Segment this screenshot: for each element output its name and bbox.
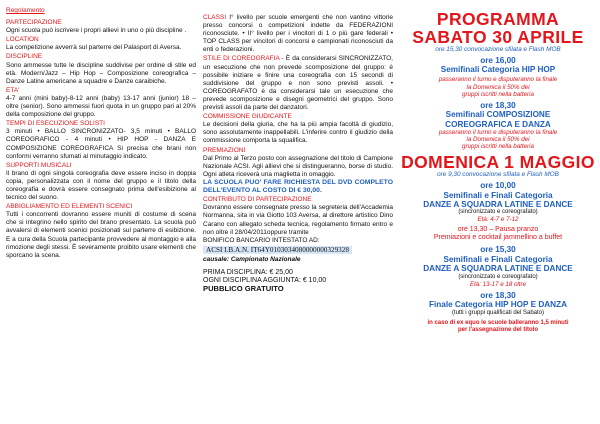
stile-text: - È da considerarsi SINCRONIZZATO, un esecuzione che non prevede scomposizione del gruppo: è possibile iniziare e finire una coreografia con 15 secondi di suddivisione del gruppo e non sono previsti assoli. • COREOGRAFATO è da considerarsi tale un esecuzione che prevede scomposizione e disegni geometrici del gruppo. Sono previsti assoli da parte dei danzatori. — [203, 55, 393, 112]
bonifico-text: BONIFICO BANCARIO INTESTATO AD: — [203, 236, 320, 244]
premiazioni-cocktail: Premiazioni e cocktail jammellino a buffet — [433, 234, 563, 242]
event-danze-squadra: DANZE A SQUADRA LATINE E DANCE — [423, 264, 573, 274]
premiazioni-text: Dal Primo al Terzo posto con assegnazione del titolo di Campione Nazionale ACSI. Agli allievi che si distingueranno, borse di studio. Ogni atleta riceverà una maglietta in omaggio. — [203, 154, 393, 178]
abbigliamento-heading: ABBIGLIAMENTO ED ELEMENTI SCENICI — [6, 203, 133, 211]
age-line: Età: 13-17 e 18 oltre — [469, 280, 527, 288]
dvd-text: LA SCUOLA PUO' FARE RICHIESTA DEL DVD COMPLETO DELL'EVENTO AL COSTO DI € 30,00. — [203, 178, 393, 195]
event-danze-squadra: DANZE A SQUADRA LATINE E DANCE — [423, 199, 573, 209]
tempi-text: 3 minuti • BALLO SINCRONIZZATO- 3,5 minuti • BALLO COREOGRAFICO - 4 minuti • HIP HOP - DANZA E COMPOSIZIONE COREOGRAFICA Si precisa che brani non conformi verranno sfumati al minutaggio indicato. — [6, 128, 196, 160]
regolamento-heading: Regolamento — [6, 7, 45, 14]
sabato-title: SABATO 30 APRILE — [412, 27, 584, 47]
time-16-00: ore 16,00 — [480, 55, 516, 65]
partecipazione-heading: PARTECIPAZIONE — [6, 19, 62, 27]
iban-box: ACSI I.B.A.N. IT64Y0103034080000000329328 — [203, 246, 352, 254]
pubblico-gratuito-text: PUBBLICO GRATUITO — [203, 284, 284, 294]
event-semifinali-finali: Semifinali e Finali Categoria — [443, 254, 553, 264]
commissione-heading: COMMISSIONE GIUDICANTE — [203, 113, 292, 121]
event-semifinali-hip-hop: Semifinali Categoria HIP HOP — [440, 65, 556, 74]
detail-line: (tutti i gruppi qualificati del Sabato) — [451, 309, 545, 316]
partecipazione-text: Ogni scuola può iscrivere i propri allievi in uno o più discipline . — [6, 27, 187, 35]
domenica-title: DOMENICA 1 MAGGIO — [401, 151, 595, 172]
event-coreografica-danza: COREOGRAFICA E DANZA — [445, 119, 551, 129]
detail-line: (sincronizzato e coreografato) — [458, 209, 538, 216]
eta-text: 4-7 anni (mini baby)-8-12 anni (baby) 13-17 anni (junior) 18 – oltre (senior). Sono ammessi fuori quota in un gruppo pari al 20% della composizione del gruppo. — [6, 94, 196, 119]
discipline-text: Sono ammesse tutte le discipline suddivise per ordine di stile ed età. Modern/Jazz – Hip Hop – Composizione coreografica – Danze Latine americane a squadre e Danze caraibiche. — [6, 61, 196, 85]
note-line: passeranno il turno e disputeranno la finale — [438, 76, 558, 84]
closing-note: per l'assegnazione del titolo — [457, 326, 539, 333]
event-semifinali-finali: Semifinali e Finali Categoria — [443, 190, 553, 200]
age-line: Età: 4-7 e 7-12 — [477, 216, 519, 224]
regolamento-column — [6, 0, 196, 260]
abbigliamento-text: Tutti i concorrenti dovranno essere muniti di costume di scena che si integrino nello spirito del brano presentato. La scuola può avvalersi di elementi scenici posizionati sul parterre di esibizione. E a cura della Scuola partecipante provvedere al montaggio e alla rimozione degli stessi. È severamente proibito usare elementi che sporcano la scena. — [6, 211, 196, 259]
closing-note: in caso di ex equo le scuole balleranno 1,5 minuti — [427, 319, 569, 326]
stile-heading: STILE DI COREOGRAFIA — [203, 55, 280, 63]
info-column — [203, 0, 393, 293]
time-15-30: ore 15,30 — [480, 245, 516, 255]
eta-heading: ETA' — [6, 86, 20, 94]
note-line: gruppi iscritti nella batteria — [462, 90, 534, 98]
contributo-heading: CONTRIBUTO DI PARTECIPAZIONE — [203, 196, 312, 204]
time-18-30: ore 18,30 — [480, 100, 516, 110]
commissione-text: Le decisioni della giuria, che ha la più ampia facoltà di giudizio, sono assolutamente inappellabili. L'inferire contro il giudizio della commissione comporta la squalifica. — [203, 121, 393, 145]
note-line: gruppi iscritti nella batteria — [462, 143, 534, 151]
note-line: passeranno il turno e disputeranno la finale — [438, 129, 558, 136]
supporti-heading: SUPPORTI MUSICALI — [6, 161, 72, 169]
note-line: la Domenica il 50% dei — [466, 136, 530, 144]
detail-line: (sincronizzato e coreografato) — [458, 273, 538, 280]
prima-disciplina-text: PRIMA DISCIPLINA: € 25,00 — [203, 269, 293, 277]
programma-title: PROGRAMMA — [436, 9, 560, 29]
note-line: la Domenica il 50% dei — [466, 83, 530, 91]
supporti-text: Il brano di ogni singola coreografia deve essere inciso in doppia copia, personalizzata con il nome del gruppo e il titolo della coreografia e dovrà essere consegnato prima dell'esibizione al tecnico del suono. — [6, 169, 196, 202]
event-finale-hip-hop: Finale Categoria HIP HOP E DANZA — [428, 300, 567, 310]
classi-heading: CLASSI — [203, 14, 227, 21]
contributo-text: Dovranno essere consegnate presso la segreteria dell'Accademia Normanna, sita in via Giotto 103 Aversa, al direttore artistico Dino Carano con allegato scheda tecnica, regolamento firmato entro e non oltre il 28/04/2011oppure tramite — [203, 204, 393, 236]
premiazioni-heading: PREMIAZIONI — [203, 146, 246, 154]
domenica-convocazione: ore 9,30 convocazione sfilata e Flash MOB — [437, 170, 559, 178]
location-text: La competizione avverrà sul parterre del Palasport di Aversa. — [6, 44, 182, 52]
event-semifinali-composizione: Semifinali COMPOSIZIONE — [445, 110, 551, 120]
pausa-pranzo: ore 13,30 – Pausa pranzo — [457, 226, 539, 234]
causale-text: causale: Campionato Nazionale — [203, 255, 301, 263]
programma-column — [400, 0, 596, 334]
classi-text: I° livello per scuole emergenti che non vantino vittorie presso concorsi o competizioni indette da FEDERAZIONI riconosciute. • II° livello per i vincitori di 1 o più gare federali • TOP CLASS per vincitori di concorsi e campionati riconosciuti da enti o federazioni. — [203, 14, 393, 54]
sabato-convocazione: ore 15,30 convocazione sfilata e Flash MOB — [435, 46, 561, 53]
time-18-30-final: ore 18,30 — [480, 290, 516, 300]
discipline-heading: DISCIPLINE — [6, 53, 43, 61]
ogni-disciplina-text: OGNI DISCIPLINA AGGIUNTA: € 10,00 — [203, 277, 327, 285]
location-heading: LOCATION — [6, 36, 39, 44]
tempi-heading: TEMPI DI ESECUZIONE SOLISTI — [6, 120, 105, 128]
time-10-00: ore 10,00 — [480, 181, 516, 191]
